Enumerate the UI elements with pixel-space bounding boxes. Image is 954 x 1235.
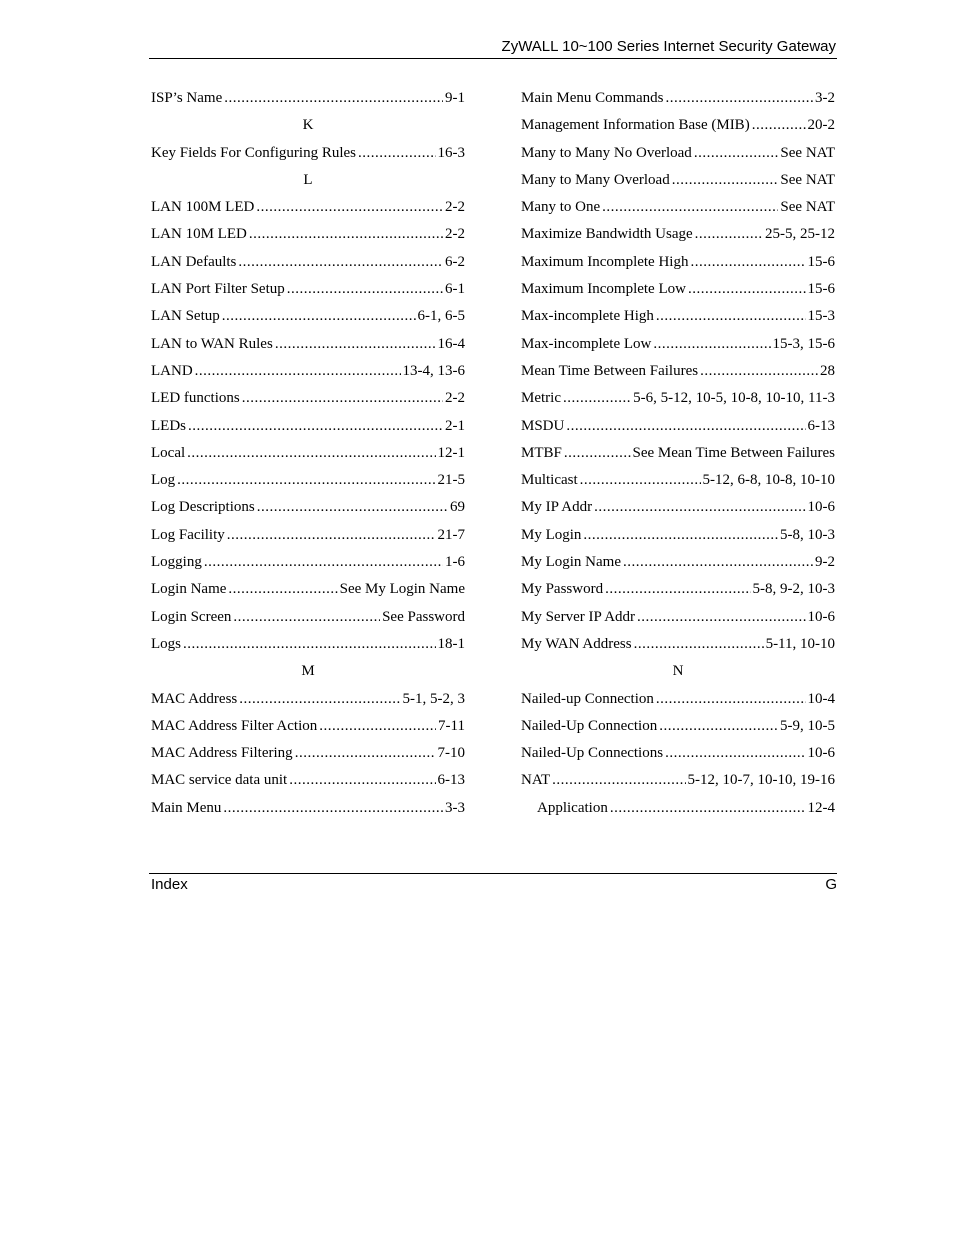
index-page-ref: 2-1 (445, 417, 465, 434)
index-page-ref: 10-6 (807, 499, 835, 516)
index-page-ref: 5-1, 5-2, 3 (402, 690, 465, 707)
index-term: LAN 100M LED (151, 199, 255, 216)
index-term: LAN Setup (151, 308, 220, 325)
dot-leader (222, 303, 416, 330)
dot-leader (602, 194, 778, 221)
index-page-ref: 16-4 (437, 335, 465, 352)
index-entry (151, 713, 465, 740)
index-entry (521, 522, 835, 549)
dot-leader (563, 385, 631, 412)
index-term: My Login (521, 526, 582, 543)
index-entry (521, 331, 835, 358)
index-page-ref: 5-9, 10-5 (780, 717, 835, 734)
index-page-ref: 7-11 (438, 717, 465, 734)
index-page-ref: See Mean Time Between Failures (632, 444, 835, 461)
index-entry (521, 713, 835, 740)
index-entry (151, 413, 465, 440)
index-page-ref: 21-5 (437, 472, 465, 489)
index-term: Login Screen (151, 608, 232, 625)
dot-leader (566, 413, 805, 440)
index-page-ref: See Password (382, 608, 465, 625)
index-term: Many to Many Overload (521, 171, 670, 188)
index-entry (521, 140, 835, 167)
index-page-ref: 5-8, 10-3 (780, 526, 835, 543)
dot-leader (605, 576, 750, 603)
dot-leader (295, 740, 436, 767)
index-term: LED functions (151, 390, 240, 407)
index-page-ref: 10-6 (807, 745, 835, 762)
index-entry (521, 440, 835, 467)
index-page-ref: 5-8, 9-2, 10-3 (752, 581, 835, 598)
dot-leader (564, 440, 631, 467)
index-entry (151, 549, 465, 576)
index-term: Maximum Incomplete Low (521, 281, 686, 298)
dot-leader (187, 440, 435, 467)
index-entry (521, 549, 835, 576)
index-page-ref: 6-1 (445, 281, 465, 298)
footer-section-name: Index (151, 876, 188, 893)
index-term: My WAN Address (521, 635, 632, 652)
index-page-ref: See My Login Name (339, 581, 465, 598)
index-page-ref: See NAT (780, 199, 835, 216)
dot-leader (583, 522, 778, 549)
index-term: Mean Time Between Failures (521, 362, 699, 379)
index-entry (151, 576, 465, 603)
dot-leader (177, 467, 435, 494)
dot-leader (239, 686, 400, 713)
index-page-ref: 5-6, 5-12, 10-5, 10-8, 10-10, 11-3 (633, 390, 835, 407)
dot-leader (289, 767, 435, 794)
index-term: Logging (151, 554, 202, 571)
index-entry (151, 385, 465, 412)
index-entry (151, 440, 465, 467)
dot-leader (610, 795, 806, 822)
dot-leader (223, 795, 443, 822)
index-term: MAC Address Filtering (151, 745, 293, 762)
dot-leader (358, 140, 436, 167)
index-page-ref: 1-6 (445, 554, 465, 571)
footer-page-number: G (825, 876, 837, 893)
index-term: LAN to WAN Rules (151, 335, 273, 352)
index-entry (521, 795, 835, 822)
index-page-ref: 12-1 (437, 444, 465, 461)
index-entry (151, 194, 465, 221)
index-entry (521, 112, 835, 139)
page-header (149, 36, 837, 59)
dot-leader (204, 549, 443, 576)
index-page-ref: 7-10 (437, 745, 465, 762)
index-term: LAN 10M LED (151, 226, 247, 243)
index-entry (151, 331, 465, 358)
index-entry (151, 767, 465, 794)
index-term: ISP’s Name (151, 90, 223, 106)
dot-leader (637, 604, 805, 631)
index-term: Log (151, 472, 176, 489)
index-entry (521, 467, 835, 494)
index-entry (151, 522, 465, 549)
dot-leader (695, 221, 763, 248)
index-term: Key Fields For Configuring Rules (151, 144, 356, 161)
index-page-ref: 6-1, 6-5 (417, 308, 465, 325)
index-entry (151, 467, 465, 494)
dot-leader (242, 385, 443, 412)
dot-leader (552, 767, 685, 794)
index-entry (521, 249, 835, 276)
index-term: Main Menu (151, 799, 222, 816)
index-entry (521, 167, 835, 194)
dot-leader (257, 494, 448, 521)
index-page-ref: 6-2 (445, 253, 465, 270)
index-entry (521, 276, 835, 303)
index-term: Logs (151, 635, 181, 652)
index-page-ref: 16-3 (437, 144, 465, 161)
index-entry (151, 795, 465, 822)
index-page-ref: 15-6 (807, 281, 835, 298)
index-page-ref: 21-7 (437, 526, 465, 543)
index-column-right (521, 85, 835, 822)
index-entry (521, 221, 835, 248)
index-term: MAC Address Filter Action (151, 717, 318, 734)
index-term: Multicast (521, 472, 578, 489)
index-page-ref: 9-2 (815, 554, 835, 571)
index-term: Log Descriptions (151, 499, 255, 516)
dot-leader (249, 221, 443, 248)
dot-leader (233, 604, 380, 631)
index-page-ref: 15-3, 15-6 (772, 335, 835, 352)
index-page-ref: 28 (820, 362, 835, 379)
index-term: Max-incomplete High (521, 308, 654, 325)
index-page-ref: 6-13 (437, 772, 465, 789)
index-page-ref: 5-12, 10-7, 10-10, 19-16 (687, 772, 835, 789)
index-entry (521, 85, 835, 112)
index-term: My IP Addr (521, 499, 593, 516)
index-entry (521, 604, 835, 631)
index-term: Metric (521, 390, 561, 407)
index-letter-heading: N (672, 663, 684, 680)
index-entry (521, 413, 835, 440)
dot-leader (188, 413, 443, 440)
index-page-ref: See NAT (780, 144, 835, 161)
dot-leader (594, 494, 805, 521)
index-entry (521, 631, 835, 658)
index-term: Maximum Incomplete High (521, 253, 689, 270)
dot-leader (688, 276, 806, 303)
dot-leader (275, 331, 436, 358)
index-term: My Server IP Addr (521, 608, 636, 625)
index-term: MAC service data unit (151, 772, 288, 789)
dot-leader (653, 331, 770, 358)
index-entry (151, 358, 465, 385)
index-page-ref: 10-4 (807, 690, 835, 707)
index-entry (521, 385, 835, 412)
index-page-ref: 13-4, 13-6 (402, 362, 465, 379)
index-entry (151, 604, 465, 631)
index-term: LAN Port Filter Setup (151, 281, 285, 298)
index-entry (151, 740, 465, 767)
index-entry (151, 303, 465, 330)
dot-leader (752, 112, 806, 139)
dot-leader (694, 140, 779, 167)
dot-leader (623, 549, 813, 576)
index-letter-heading: K (302, 117, 314, 134)
dot-leader (634, 631, 764, 658)
index-page-ref: 18-1 (437, 635, 465, 652)
index-term: LAN Defaults (151, 253, 237, 270)
index-page-ref: See NAT (780, 171, 835, 188)
dot-leader (224, 85, 443, 112)
index-page-ref: 2-2 (445, 199, 465, 216)
dot-leader (256, 194, 443, 221)
index-entry (151, 686, 465, 713)
index-page-ref: 3-2 (815, 90, 835, 106)
index-term: MSDU (521, 417, 565, 434)
index-term: Login Name (151, 581, 227, 598)
index-term: Maximize Bandwidth Usage (521, 226, 693, 243)
index-term: Nailed-Up Connection (521, 717, 658, 734)
index-entry (151, 494, 465, 521)
dot-leader (580, 467, 701, 494)
index-term: Many to Many No Overload (521, 144, 692, 161)
index-page-ref: 10-6 (807, 608, 835, 625)
dot-leader (690, 249, 805, 276)
index-page-ref: 5-12, 6-8, 10-8, 10-10 (702, 472, 835, 489)
index-term: My Login Name (521, 554, 621, 571)
index-term: Many to One (521, 199, 601, 216)
index-term: LAND (151, 362, 193, 379)
dot-leader (238, 249, 443, 276)
index-page-ref: 2-2 (445, 390, 465, 407)
index-entry (521, 740, 835, 767)
dot-leader (319, 713, 436, 740)
index-term: Nailed-Up Connections (521, 745, 664, 762)
index-entry (521, 194, 835, 221)
index-page-ref: 12-4 (807, 799, 835, 816)
index-term: Application (537, 799, 608, 816)
dot-leader (287, 276, 443, 303)
index-page-ref: 3-3 (445, 799, 465, 816)
index-term: NAT (521, 772, 551, 789)
index-term: My Password (521, 581, 604, 598)
index-term: Nailed-up Connection (521, 690, 654, 707)
dot-leader (227, 522, 436, 549)
index-term: MAC Address (151, 690, 238, 707)
index-page-ref: 9-1 (445, 90, 465, 106)
index-entry (521, 494, 835, 521)
index-letter-heading: L (303, 171, 313, 188)
dot-leader (665, 740, 805, 767)
index-page-ref: 6-13 (807, 417, 835, 434)
index-entry (151, 249, 465, 276)
dot-leader (700, 358, 818, 385)
dot-leader (659, 713, 778, 740)
index-letter-heading: M (301, 663, 315, 680)
dot-leader (195, 358, 401, 385)
index-term: Max-incomplete Low (521, 335, 652, 352)
index-term: Log Facility (151, 526, 225, 543)
index-entry (151, 276, 465, 303)
index-column-left (151, 85, 465, 822)
index-page-ref: 5-11, 10-10 (765, 635, 835, 652)
dot-leader (183, 631, 436, 658)
index-entry (521, 303, 835, 330)
index-page-ref: 20-2 (807, 117, 835, 134)
index-entry (521, 686, 835, 713)
page-footer (149, 873, 837, 896)
dot-leader (228, 576, 337, 603)
dot-leader (672, 167, 779, 194)
index-entry (521, 767, 835, 794)
index-page-ref: 25-5, 25-12 (765, 226, 835, 243)
index-term: Local (151, 444, 186, 461)
index-page-ref: 15-3 (807, 308, 835, 325)
index-term: Main Menu Commands (521, 90, 664, 106)
index-entry (151, 221, 465, 248)
index-page-ref: 2-2 (445, 226, 465, 243)
index-term: MTBF (521, 444, 562, 461)
index-term: LEDs (151, 417, 186, 434)
index-entry (151, 140, 465, 167)
index-entry (521, 576, 835, 603)
index-entry (151, 85, 465, 112)
header-title: ZyWALL 10~100 Series Internet Security Gateway (501, 38, 836, 55)
index-entry (521, 358, 835, 385)
index-entry (151, 631, 465, 658)
dot-leader (656, 686, 806, 713)
index-page-ref: 15-6 (807, 253, 835, 270)
index-term: Management Information Base (MIB) (521, 117, 750, 134)
dot-leader (656, 303, 806, 330)
index-page-ref: 69 (450, 499, 465, 516)
dot-leader (666, 85, 814, 112)
